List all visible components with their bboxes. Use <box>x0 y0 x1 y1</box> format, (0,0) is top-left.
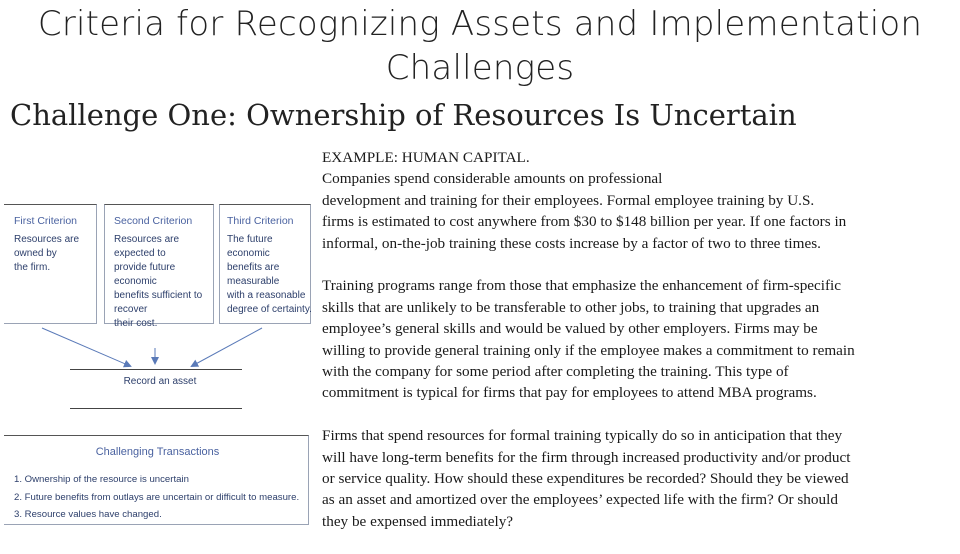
third-criterion-line: benefits are measurable <box>227 262 280 287</box>
challenging-item: 3. Resource values have changed. <box>14 509 162 520</box>
paragraph-human-capital <box>322 147 954 254</box>
first-criterion-heading: First Criterion <box>14 215 78 227</box>
asset-criteria-diagram <box>0 196 320 540</box>
text-line: Firms that spend resources for formal training typically do so in anticipation that they <box>322 427 843 445</box>
text-line: or service quality. How should these expenditures be recorded? Should they be viewed <box>322 470 849 488</box>
text-line: informal, on-the-job training these costs increase by a factor of two to three times. <box>322 234 821 252</box>
third-criterion-line: The future economic <box>227 234 273 259</box>
challenging-item: 1. Ownership of the resource is uncertain <box>14 474 189 485</box>
second-criterion-heading: Second Criterion <box>114 215 193 227</box>
slide-title-line1: Criteria for Recognizing Assets and Implementation <box>37 4 923 44</box>
text-line: EXAMPLE: HUMAN CAPITAL. <box>322 149 530 166</box>
text-line: development and training for their employees. Formal employee training by U.S. <box>322 191 815 209</box>
text-line: will have long-term benefits for the firm through increased productivity and/or product <box>322 448 851 466</box>
body-text <box>322 147 954 554</box>
text-line: they be expensed immediately? <box>322 512 514 530</box>
second-criterion-line: their cost. <box>114 318 158 329</box>
second-criterion-line: Resources are expected to <box>114 234 180 259</box>
slide-title-line2: Challenges <box>385 48 575 88</box>
record-bottom-line <box>70 408 242 409</box>
text-line: Companies spend considerable amounts on professional <box>322 170 663 188</box>
criteria-arrows <box>0 196 320 396</box>
text-line: skills that are unlikely to be transferable to other jobs, to training that upgrades an <box>322 298 820 316</box>
text-line: as an asset and amortized over the employees’ expected life with the firm? Or should <box>322 491 838 509</box>
second-criterion-line: benefits sufficient to recover <box>114 290 203 315</box>
text-line: commitment is typical for firms that pay for employees to attend MBA programs. <box>322 384 817 402</box>
text-line: employee’s general skills and would be valued by other employers. Firms may be <box>322 320 818 338</box>
slide-title <box>0 2 960 90</box>
text-line: with the company for some period after completing the training. This type of <box>322 363 789 381</box>
text-line: firms is estimated to cost anywhere from $30 to $148 billion per year. If one factors in <box>322 213 847 231</box>
challenging-transactions-list <box>14 471 299 524</box>
challenging-transactions-title: Challenging Transactions <box>95 446 220 458</box>
paragraph-recording-question <box>322 425 954 532</box>
record-top-line <box>70 369 242 370</box>
arrow-first-to-record <box>42 328 130 366</box>
slide-subtitle: Challenge One: Ownership of Resources Is Uncertain <box>10 98 797 132</box>
first-criterion-line: the firm. <box>14 262 51 273</box>
record-asset-label: Record an asset <box>123 376 197 387</box>
third-criterion-heading: Third Criterion <box>227 215 294 227</box>
third-criterion-line: degree of certainty. <box>227 304 312 315</box>
text-line: Training programs range from those that emphasize the enhancement of firm-specific <box>322 277 842 295</box>
third-criterion-line: with a reasonable <box>227 290 306 301</box>
challenging-item: 2. Future benefits from outlays are uncertain or difficult to measure. <box>14 491 300 503</box>
second-criterion-line: provide future economic <box>114 262 176 287</box>
arrow-third-to-record <box>192 328 262 366</box>
text-line: willing to provide general training only if the employee makes a commitment to remain <box>322 341 855 359</box>
paragraph-training-programs <box>322 275 954 403</box>
first-criterion-line: Resources are owned by <box>14 234 80 259</box>
